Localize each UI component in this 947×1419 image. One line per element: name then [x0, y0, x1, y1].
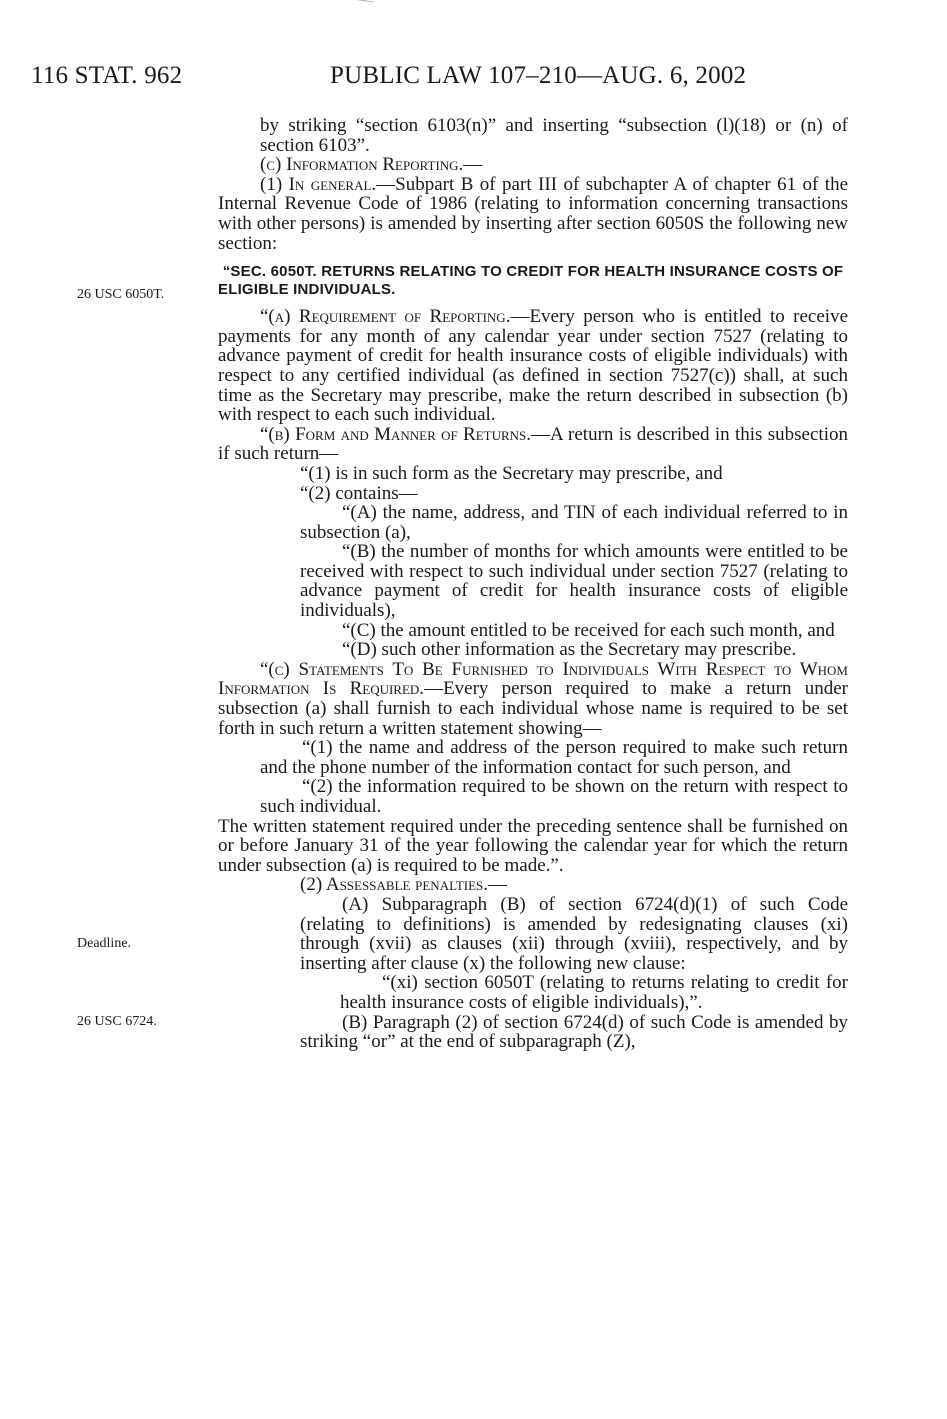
margin-note-6724: 26 USC 6724.: [77, 1014, 157, 1029]
subsection-b-2-a: “(A) the name, address, and TIN of each individual referred to in subsection (a),: [300, 502, 848, 543]
scan-mark: [352, 0, 375, 8]
subsection-a: [218, 307, 848, 425]
subsection-a-text: —Every person who is entitled to receive payments for any month of any calendar year under section 7527 (relating to advance payment of credit for health insurance costs of eligible individuals) with respect to any certified individual (as defined in section 7527(c)) shall, at such time as the Secretary may prescribe, make the return described in subsection (b) with respect to each such individual.: [218, 306, 848, 426]
subsection-a-lead: “(a) Requirement of Reporting.: [260, 306, 511, 328]
subsection-c-text: —Every person required to make a return under subsection (a) shall furnish to each individual whose name is required to be set forth in such return a written statement showing—: [218, 678, 848, 739]
paragraph-1-lead: (1) In general.: [260, 173, 377, 195]
subsection-b-text: —A return is described in this subsection if such return—: [218, 423, 848, 465]
subsection-c: [218, 660, 848, 738]
subsection-b-2-d: “(D) such other information as the Secretary may prescribe.: [342, 639, 797, 661]
page-reference: 116 STAT. 962: [31, 62, 183, 89]
paragraph-2-a-clause-xi: “(xi) section 6050T (relating to returns relating to credit for health insurance costs of eligible individuals),”.: [340, 972, 848, 1013]
subsection-b-2-c: “(C) the amount entitled to be received for each such month, and: [342, 619, 835, 641]
paragraph-2-a: (A) Subparagraph (B) of section 6724(d)(1) of such Code (relating to definitions) is amended by redesignating clauses (xi) through (xvii) as clauses (xii) through (xviii), respectively, and by inserting after clause (x) the following new clause:: [300, 893, 848, 974]
paragraph-2-b: (B) Paragraph (2) of section 6724(d) of such Code is amended by striking “or” at the end of subparagraph (Z),: [300, 1011, 848, 1053]
subsection-b-1: “(1) is in such form as the Secretary may prescribe, and: [300, 462, 723, 484]
paragraph-2-heading: (2) Assessable penalties.—: [300, 874, 508, 896]
subsection-b-lead: “(b) Form and Manner of Returns.: [260, 423, 532, 445]
subsection-c-lead: “(c) Statements To Be Furnished to Individuals With Respect to Whom Information Is Required.: [218, 658, 848, 700]
law-reference: PUBLIC LAW 107–210—AUG. 6, 2002: [330, 62, 747, 89]
margin-note-deadline: Deadline.: [77, 936, 132, 951]
subsection-c-heading: (c) Information Reporting.—: [260, 154, 483, 176]
intro-paragraph: by striking “section 6103(n)” and inserting “subsection (l)(18) or (n) of section 6103”.: [260, 115, 848, 156]
subsection-c-2: “(2) the information required to be shown on the return with respect to such individual.: [260, 776, 848, 817]
paragraph-1-text: —Subpart B of part III of subchapter A of chapter 61 of the Internal Revenue Code of 1986 (relating to information concerning transactions with other persons) is amended by inserting after section 6050S the following new section:: [218, 173, 849, 254]
subsection-c-1: “(1) the name and address of the person required to make such return and the phone number of the information contact for such person, and: [260, 737, 848, 778]
deadline-paragraph: The written statement required under the preceding sentence shall be furnished on or before January 31 of the year following the calendar year for which the return under subsection (a) is required to be made.”.: [218, 815, 848, 876]
subsection-b-2-b: “(B) the number of months for which amounts were entitled to be received with respect to such individual under section 7527 (relating to advance payment of credit for health insurance costs of eligible individuals),: [300, 541, 848, 622]
subsection-b: [218, 425, 848, 464]
section-heading: “SEC. 6050T. RETURNS RELATING TO CREDIT FOR HEALTH INSURANCE COSTS OF ELIGIBLE INDIVIDUALS.: [218, 263, 844, 299]
paragraph-1: [176, 175, 848, 253]
document-body: [218, 116, 848, 1052]
margin-note-6050t: 26 USC 6050T.: [77, 287, 165, 302]
subsection-b-2: “(2) contains—: [300, 482, 418, 504]
